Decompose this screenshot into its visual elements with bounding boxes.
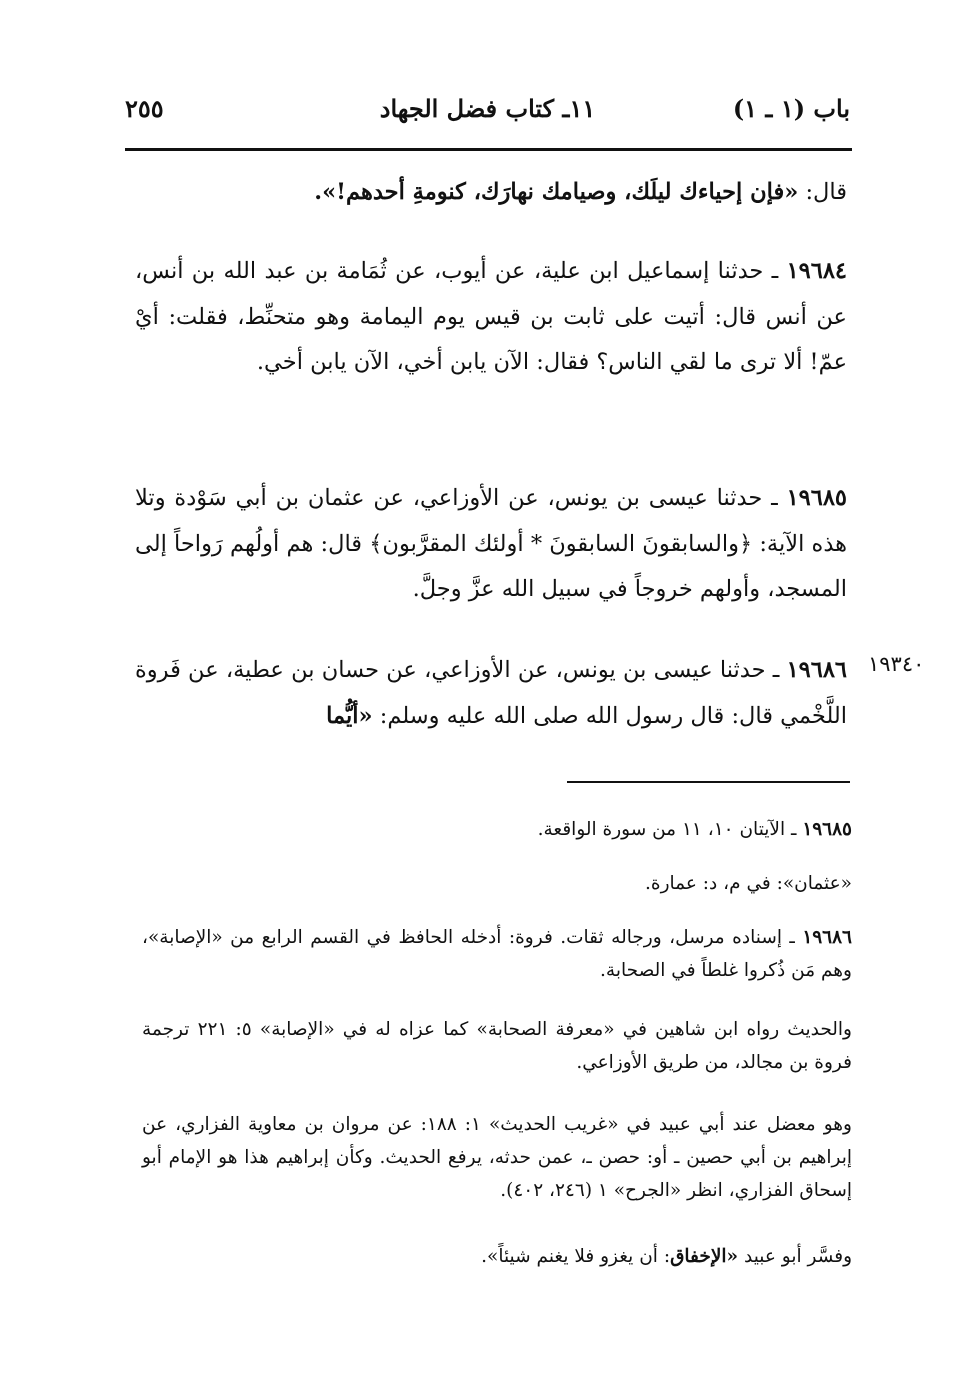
- page-header: [125, 92, 850, 138]
- footnote-text: «عثمان»: في م، د: عمارة.: [645, 873, 852, 894]
- hadith-19686: [135, 648, 847, 739]
- footnote-prefix: وفسَّر أبو عبيد: [738, 1246, 852, 1267]
- footnote: [142, 1240, 852, 1273]
- hadith-19684: [135, 249, 847, 386]
- hadith-text: ـ حدثنا إسماعيل ابن علية، عن أيوب، عن ثُمَامة بن عبد الله بن أنس، عن أنس قال: أتيت على ثابت بن قيس يوم اليمامة وهو متحنِّط، فقلت: أيْ عمّ! ألا ترى ما لقي الناس؟ فقال: الآن يابن أخي، الآن يابن أخي.: [135, 258, 847, 375]
- margin-number: ١٩٣٤٠: [868, 652, 925, 676]
- footnote-text: والحديث رواه ابن شاهين في «معرفة الصحابة» كما عزاه له في «الإصابة» ٥: ٢٢١ ترجمة فروة بن مجالد، من طريق الأوزاعي.: [142, 1019, 852, 1073]
- footnote-text: وهو معضل عند أبي عبيد في «غريب الحديث» ١: ١٨٨: عن مروان بن معاوية الفزاري، عن إبراهيم بن أبي حصين ـ أو: حصن ـ، عمن حدثه، يرفع الحديث. وكأن إبراهيم هذا هو الإمام أبو إسحاق الفزاري، انظر «الجرح» ١ (٢٤٦، ٤٠٢).: [142, 1114, 852, 1201]
- hadith-19685: [135, 476, 847, 613]
- footnote-number: ١٩٦٨٦: [802, 927, 852, 948]
- footnote: [142, 867, 852, 900]
- footnote-term: «الإخفاق: [670, 1246, 739, 1267]
- hadith-number: ١٩٦٨٥: [786, 485, 847, 511]
- footnote-text: ـ الآيتان ١٠، ١١ من سورة الواقعة.: [537, 819, 803, 840]
- paragraph-continuation: [135, 170, 847, 216]
- footnote: [142, 1013, 852, 1079]
- chapter-label: باب (١ ـ ١): [732, 94, 850, 123]
- paragraph-prefix: قال:: [798, 179, 847, 205]
- page-number: ٢٥٥: [125, 94, 164, 123]
- footnote-text: ـ إسناده مرسل، ورجاله ثقات. فروة: أدخله الحافظ في القسم الرابع من «الإصابة»، وهم مَن ذُكروا غلطاً في الصحابة.: [142, 927, 852, 981]
- paragraph-text: «فإن إحياءك ليلَك، وصيامك نهارَك، كنومةِ أحدهم!».: [314, 179, 799, 205]
- hadith-text-tail: «أيُّما: [326, 702, 373, 729]
- footnote-separator: [567, 781, 850, 783]
- book-title: ١١ـ كتاب فضل الجهاد: [379, 94, 596, 123]
- hadith-text: ـ حدثنا عيسى بن يونس، عن الأوزاعي، عن عثمان بن أبي سَوْدة وتلا هذه الآية: ﴿والسابقونَ السابقونَ * أولئك المقرَّبون﴾ قال: هم أولُهم رَواحاً إلى المسجد، وأولهم خروجاً في سبيل الله عزَّ وجلَّ.: [135, 485, 847, 602]
- footnote: [142, 1108, 852, 1207]
- footnote-text: : أن يغزو فلا يغنم شيئاً».: [481, 1246, 671, 1267]
- footnote: [142, 921, 852, 987]
- header-rule: [125, 148, 852, 151]
- hadith-number: ١٩٦٨٤: [786, 258, 847, 284]
- footnote-number: ١٩٦٨٥: [802, 819, 852, 840]
- hadith-number: ١٩٦٨٦: [786, 657, 847, 683]
- footnote: [142, 813, 852, 846]
- hadith-text: ـ حدثنا عيسى بن يونس، عن الأوزاعي، عن حسان بن عطية، عن فَروة اللَّخْمي قال: قال رسول الله صلى الله عليه وسلم:: [135, 657, 847, 729]
